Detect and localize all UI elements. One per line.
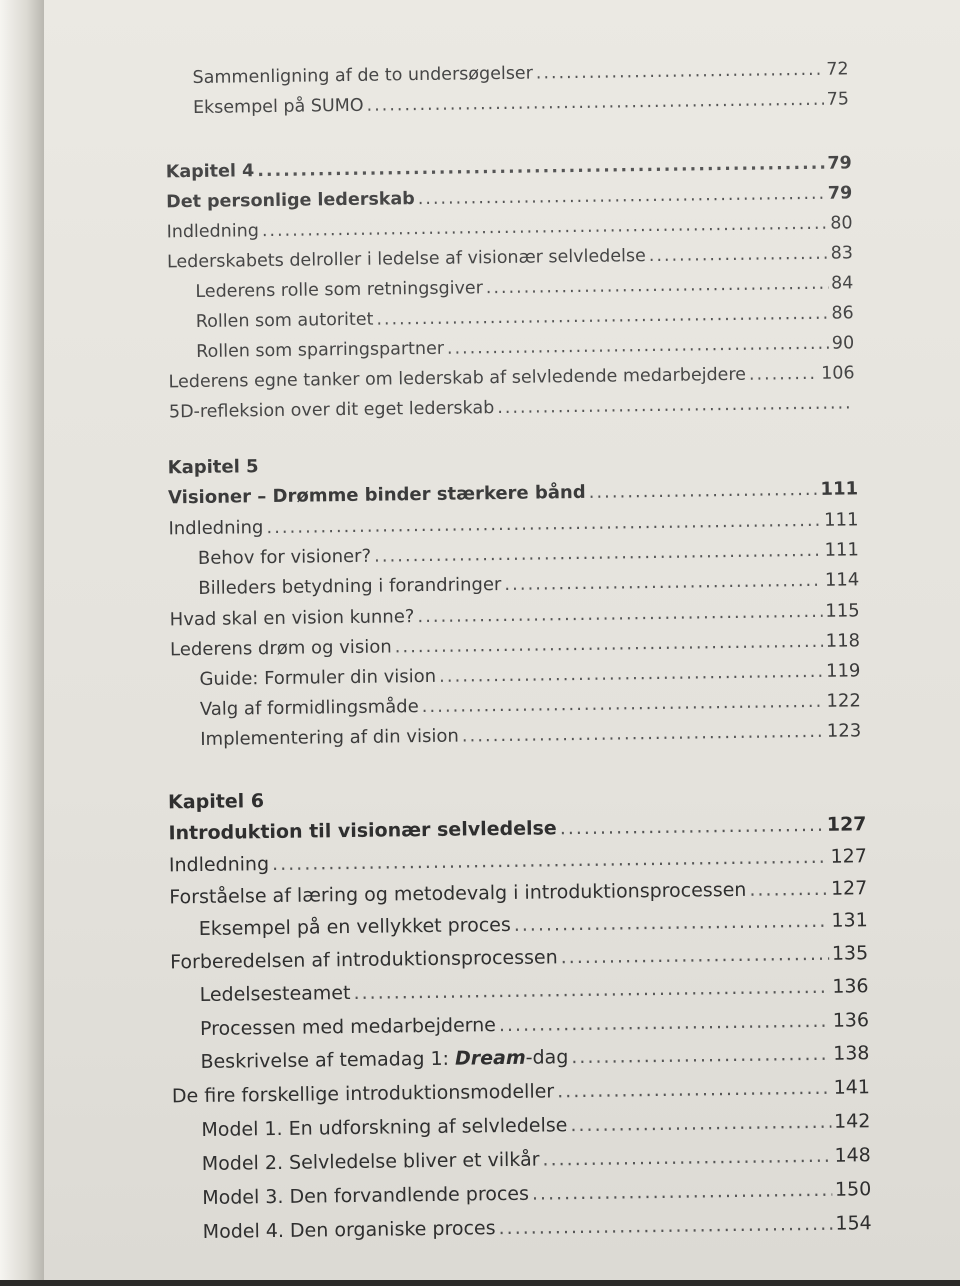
toc-entry-title: Introduktion til visionær selvledelse bbox=[168, 817, 557, 845]
chapter-heading bbox=[168, 447, 858, 480]
toc-page-number: 86 bbox=[831, 303, 854, 324]
toc-entry bbox=[195, 271, 853, 304]
toc-entry bbox=[196, 331, 854, 364]
toc-entry bbox=[170, 941, 868, 974]
toc-leader-dots bbox=[504, 569, 822, 597]
toc-leader-dots bbox=[514, 909, 829, 937]
toc-entry-title: Indledning bbox=[168, 853, 270, 877]
toc-entry-title: Eksempel på en vellykket proces bbox=[198, 913, 511, 940]
toc-leader-dots bbox=[570, 1110, 831, 1137]
toc-page-number: 136 bbox=[832, 975, 869, 998]
toc-leader-dots bbox=[486, 272, 829, 300]
chapter-label: Kapitel 6 bbox=[167, 790, 265, 814]
toc-entry-title: Model 3. Den forvandlende proces bbox=[202, 1182, 530, 1209]
chapter-heading bbox=[166, 151, 852, 184]
toc-entry-title: Visioner – Drømme binder stærkere bånd bbox=[167, 481, 586, 509]
toc-entry-title: Lederens rolle som retningsgiver bbox=[195, 278, 483, 302]
toc-leader-dots bbox=[257, 152, 824, 183]
toc-leader-dots bbox=[376, 302, 828, 332]
toc-entry-title: Guide: Formuler din vision bbox=[199, 665, 437, 690]
toc-entry-title: Billeders betydning i forandringer bbox=[198, 574, 502, 599]
toc-entry-title: De fire forskellige introduktionsmodeller bbox=[171, 1080, 555, 1108]
toc-leader-dots bbox=[499, 1009, 830, 1037]
toc-leader-dots bbox=[557, 1076, 831, 1104]
toc-entry-title: Det personlige lederskab bbox=[166, 189, 415, 213]
toc-leader-dots bbox=[417, 600, 822, 629]
toc-leader-dots bbox=[272, 845, 828, 876]
toc-page-number: 154 bbox=[835, 1212, 872, 1235]
toc-leader-dots bbox=[395, 630, 823, 660]
toc-leader-dots bbox=[589, 478, 818, 505]
toc-page-number: 111 bbox=[824, 539, 859, 561]
toc-page-number: 84 bbox=[830, 273, 854, 294]
toc-entry bbox=[202, 1177, 871, 1210]
toc-page-number: 136 bbox=[832, 1009, 870, 1032]
toc-entry bbox=[199, 659, 860, 692]
toc-page-number: 127 bbox=[830, 877, 868, 900]
toc-page-number: 127 bbox=[826, 813, 867, 836]
toc-page-number: 142 bbox=[833, 1110, 871, 1133]
toc-leader-dots bbox=[266, 509, 821, 540]
toc-entry bbox=[166, 211, 852, 244]
toc-leader-dots bbox=[262, 212, 828, 243]
toc-entry-title: 5D-refleksion over dit eget lederskab bbox=[168, 398, 495, 423]
toc-page-number: 72 bbox=[826, 59, 849, 80]
toc-entry bbox=[200, 1041, 869, 1074]
toc-entry bbox=[196, 301, 854, 334]
toc-page-number: 114 bbox=[824, 569, 860, 591]
toc-page-number: 80 bbox=[830, 213, 853, 234]
toc-page-number: 79 bbox=[827, 153, 852, 174]
toc-page-number: 131 bbox=[831, 909, 868, 932]
toc-page-number: 115 bbox=[825, 600, 860, 622]
toc-entry-title bbox=[200, 1045, 568, 1074]
toc-entry bbox=[169, 876, 867, 909]
toc-entry-title-prefix: Beskrivelse af temadag 1: bbox=[200, 1047, 456, 1073]
toc-entry bbox=[198, 538, 859, 571]
table-of-contents bbox=[36, 0, 960, 1286]
toc-entry-title: Model 1. En udforskning af selvledelse bbox=[201, 1114, 568, 1141]
toc-entry-title: Implementering af din vision bbox=[200, 725, 459, 750]
toc-entry bbox=[200, 689, 861, 722]
toc-entry bbox=[199, 908, 868, 941]
toc-entry bbox=[202, 1143, 871, 1176]
toc-page-number: 83 bbox=[830, 243, 854, 264]
toc-entry-title: Rollen som sparringspartner bbox=[196, 338, 445, 362]
toc-leader-dots bbox=[749, 877, 828, 902]
toc-leader-dots bbox=[649, 242, 828, 268]
toc-page-number: 111 bbox=[823, 509, 859, 531]
toc-entry bbox=[170, 599, 860, 632]
toc-leader-dots bbox=[497, 391, 852, 420]
toc-leader-dots bbox=[462, 720, 824, 749]
toc-entry bbox=[201, 1109, 870, 1142]
toc-entry bbox=[168, 812, 866, 845]
toc-entry-title: Forberedelsen af introduktionsprocessen bbox=[170, 946, 558, 974]
chapter-label: Kapitel 4 bbox=[165, 161, 255, 183]
toc-entry bbox=[168, 508, 858, 541]
toc-entry bbox=[167, 241, 853, 274]
toc-entry-title: Ledelsesteamet bbox=[199, 982, 351, 1006]
chapter-label: Kapitel 5 bbox=[167, 456, 259, 479]
toc-page-number: 75 bbox=[826, 89, 850, 110]
toc-page-number: 90 bbox=[831, 333, 855, 354]
toc-page-number: 141 bbox=[833, 1076, 871, 1099]
toc-page-number: 111 bbox=[820, 478, 859, 500]
toc-entry-title: Processen med medarbejderne bbox=[199, 1014, 497, 1040]
toc-leader-dots bbox=[536, 58, 824, 86]
toc-page-number: 148 bbox=[834, 1144, 871, 1167]
toc-entry-title: Hvad skal en vision kunne? bbox=[169, 606, 415, 631]
toc-page-number: 122 bbox=[826, 690, 861, 712]
toc-entry bbox=[198, 568, 859, 601]
toc-leader-dots bbox=[422, 690, 824, 719]
toc-entry bbox=[203, 1211, 872, 1244]
toc-entry-title: Behov for visioner? bbox=[197, 545, 372, 569]
toc-leader-dots bbox=[374, 539, 822, 569]
toc-entry bbox=[200, 719, 861, 752]
toc-entry-title: Indledning bbox=[166, 221, 260, 243]
toc-page-number: 123 bbox=[826, 720, 862, 742]
toc-entry-title: Rollen som autoritet bbox=[195, 309, 374, 332]
toc-entry-title: Eksempel på SUMO bbox=[192, 95, 364, 118]
toc-leader-dots bbox=[542, 1144, 831, 1172]
toc-leader-dots bbox=[439, 660, 823, 689]
toc-leader-dots bbox=[498, 1212, 832, 1240]
toc-entry-title: Forståelse af læring og metodevalg i introduktionsprocessen bbox=[169, 878, 747, 909]
toc-leader-dots bbox=[532, 1178, 832, 1206]
toc-entry bbox=[169, 844, 867, 877]
toc-entry-title: Indledning bbox=[168, 517, 264, 540]
toc-entry bbox=[172, 1075, 870, 1108]
toc-entry bbox=[168, 477, 858, 510]
toc-leader-dots bbox=[353, 975, 829, 1005]
toc-entry bbox=[169, 391, 855, 424]
toc-page-number: 118 bbox=[825, 630, 861, 652]
toc-entry-title: Lederskabets delroller i ledelse af visionær selvledelse bbox=[166, 246, 646, 273]
chapter-heading bbox=[168, 781, 866, 814]
toc-page-number: 135 bbox=[831, 942, 869, 965]
toc-entry bbox=[200, 1008, 869, 1041]
toc-leader-dots bbox=[749, 362, 818, 387]
book-page bbox=[44, 0, 960, 1280]
toc-entry bbox=[168, 361, 854, 394]
toc-leader-dots bbox=[447, 332, 829, 361]
toc-leader-dots bbox=[561, 942, 829, 970]
toc-leader-dots bbox=[366, 88, 823, 118]
toc-page-number: 106 bbox=[821, 363, 855, 384]
toc-entry-title: Model 4. Den organiske proces bbox=[202, 1217, 496, 1243]
toc-entry bbox=[199, 974, 868, 1007]
toc-page-number: 79 bbox=[827, 183, 853, 204]
toc-entry-title: Model 2. Selvledelse bliver et vilkår bbox=[201, 1148, 540, 1175]
toc-entry bbox=[170, 629, 860, 662]
toc-page-number: 119 bbox=[825, 660, 861, 682]
toc-entry bbox=[166, 181, 852, 214]
toc-entry-title: Lederens egne tanker om lederskab af selvledende medarbejdere bbox=[168, 364, 747, 393]
toc-leader-dots bbox=[418, 182, 825, 211]
toc-entry bbox=[193, 87, 849, 120]
toc-entry bbox=[192, 57, 848, 90]
toc-page-number: 127 bbox=[830, 845, 868, 868]
toc-leader-dots bbox=[571, 1042, 830, 1069]
toc-page-number: 138 bbox=[833, 1042, 870, 1065]
toc-entry-title-emphasis: Dream bbox=[454, 1046, 526, 1070]
toc-entry-title: Sammenligning af de to undersøgelser bbox=[192, 63, 533, 89]
toc-entry-title-suffix: -dag bbox=[525, 1046, 569, 1069]
toc-leader-dots bbox=[560, 813, 824, 840]
toc-entry-title: Lederens drøm og vision bbox=[169, 636, 392, 661]
toc-entry-title: Valg af formidlingsmåde bbox=[199, 696, 419, 720]
toc-page-number: 150 bbox=[834, 1178, 872, 1201]
